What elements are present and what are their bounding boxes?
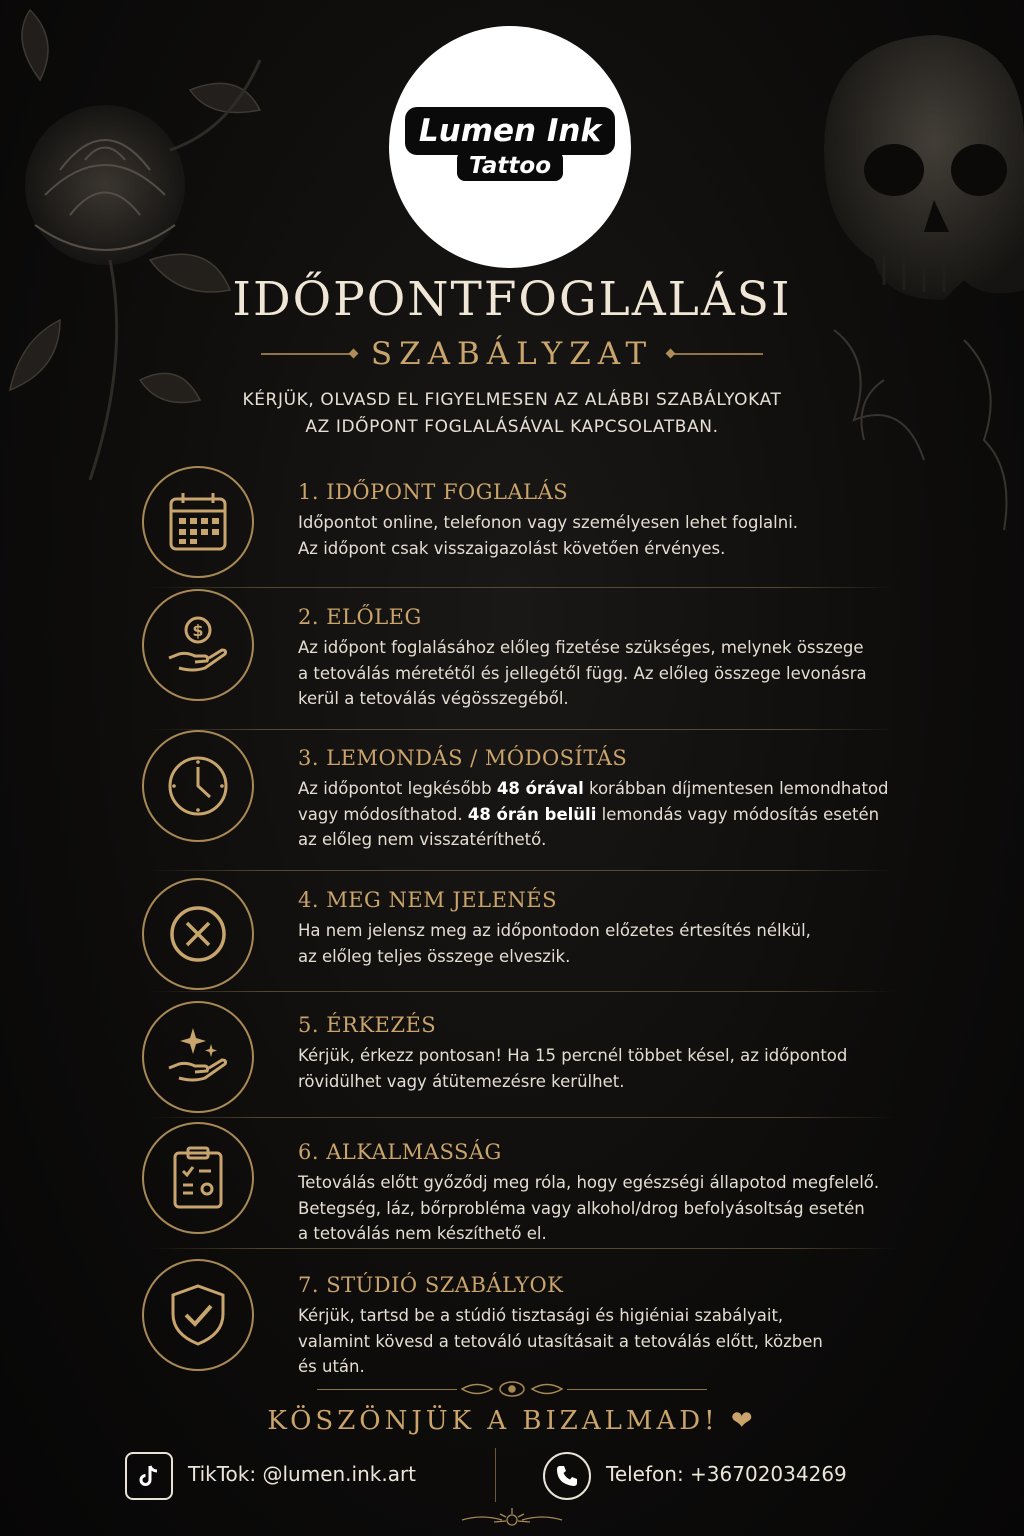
rule-line: [298, 510, 918, 536]
emphasis-text: 48 órán belüli: [467, 804, 597, 824]
phone-icon[interactable]: [543, 1452, 591, 1500]
rule-line: [298, 1221, 918, 1247]
rule-title: 6. ALKALMASSÁG: [298, 1140, 502, 1164]
footer-ornament: [0, 1378, 1024, 1400]
calendar-icon: [142, 466, 254, 578]
rule-line: [298, 918, 918, 944]
rule-text-segment: és után.: [298, 1357, 365, 1376]
rule-line: [298, 635, 918, 661]
footer-ornament-line-right: [567, 1389, 707, 1390]
rule-divider: [150, 729, 895, 730]
clipboard-icon: [142, 1122, 254, 1234]
thanks-label: KÖSZÖNJÜK A BIZALMAD!: [267, 1406, 719, 1436]
page-subtitle: SZABÁLYZAT: [370, 336, 654, 372]
rule-text: [298, 1013, 918, 1094]
rule-title: 3. LEMONDÁS / MÓDOSÍTÁS: [298, 746, 628, 770]
rule-line: [298, 776, 918, 802]
rule-title: 7. STÚDIÓ SZABÁLYOK: [298, 1273, 564, 1297]
scroll-ornament-icon: [457, 1378, 567, 1400]
rule-text-segment: a tetoválás méretétől és jellegétől függ. Az előleg összege levonásra: [298, 663, 867, 683]
heart-icon: ❤: [730, 1406, 757, 1436]
rule-text-segment: Kérjük, érkezz pontosan! Ha 15 percnél többet késel, az időpontod: [298, 1046, 848, 1065]
rule-description: [298, 918, 918, 969]
peony-flower-decoration: [0, 0, 300, 520]
rule-description: [298, 1043, 918, 1094]
rule-line: [298, 661, 918, 687]
intro-text: [0, 387, 1024, 441]
rule-text-segment: az előleg teljes összege elveszik.: [298, 946, 571, 966]
x-circle-icon: [142, 878, 254, 990]
rule-text-segment: az előleg nem visszatéríthető.: [298, 830, 547, 849]
rule-text: [298, 605, 918, 712]
rule-text-segment: Az időpont foglalásához előleg fizetése szükséges, melynek összege: [298, 638, 864, 657]
contact-divider: [495, 1448, 496, 1502]
rule-text-segment: valamint kövesd a tetováló utasításait a tetoválás előtt, közben: [298, 1331, 823, 1351]
rule-line: [298, 1354, 918, 1380]
rule-title: 5. ÉRKEZÉS: [298, 1013, 437, 1037]
rule-text: [298, 1273, 918, 1380]
shield-check-icon: [142, 1259, 254, 1371]
rule-text: [298, 746, 918, 853]
phone-number[interactable]: Telefon: +36702034269: [606, 1462, 847, 1486]
rule-text-segment: Az időpontot legkésőbb: [298, 779, 497, 798]
rule-line: [298, 1170, 918, 1196]
rule-text-segment: Időpontot online, telefonon vagy személyesen lehet foglalni.: [298, 513, 799, 532]
rule-text-segment: Ha nem jelensz meg az időpontodon előzetes értesítés nélkül,: [298, 921, 811, 940]
rule-line: [298, 944, 918, 970]
rule-line: [298, 827, 918, 853]
footer-ornament-line-left: [317, 1389, 457, 1390]
intro-line-2: AZ IDŐPONT FOGLALÁSÁVAL KAPCSOLATBAN.: [305, 417, 719, 437]
rule-description: [298, 635, 918, 712]
rule-description: [298, 776, 918, 853]
logo: [389, 26, 631, 268]
intro-line-1: KÉRJÜK, OLVASD EL FIGYELMESEN AZ ALÁBBI SZABÁLYOKAT: [242, 390, 782, 410]
rule-text: [298, 480, 918, 561]
rule-text-segment: a tetoválás nem készíthető el.: [298, 1224, 547, 1243]
rule-divider: [150, 1117, 895, 1118]
rule-line: [298, 1303, 918, 1329]
rule-text-segment: korábban díjmentesen lemondhatod: [583, 779, 889, 798]
logo-subtitle: Tattoo: [457, 151, 563, 181]
rule-line: [298, 1329, 918, 1355]
svg-text:$: $: [192, 621, 204, 640]
rule-description: [298, 1303, 918, 1380]
rule-text: [298, 888, 918, 969]
bottom-ornament-icon: [452, 1504, 572, 1532]
hand-sparkle-icon: [142, 1001, 254, 1113]
rule-line: [298, 1196, 918, 1222]
rule-divider: [150, 991, 895, 992]
rule-text: [298, 1140, 918, 1247]
emphasis-text: 48 órával: [496, 779, 584, 798]
rule-divider: [150, 1248, 895, 1249]
rule-divider: [150, 587, 895, 588]
rule-line: [298, 536, 918, 562]
rule-title: 4. MEG NEM JELENÉS: [298, 888, 557, 912]
rule-title: 2. ELŐLEG: [298, 605, 422, 629]
tiktok-icon[interactable]: [125, 1452, 173, 1500]
subtitle-row: [0, 334, 1024, 374]
clock-icon: [142, 730, 254, 842]
ornament-line-right: [673, 353, 763, 355]
rule-text-segment: rövidülhet vagy átütemezésre kerülhet.: [298, 1071, 625, 1091]
rule-description: [298, 510, 918, 561]
rule-divider: [150, 870, 895, 871]
rule-line: [298, 802, 918, 828]
rule-text-segment: vagy módosíthatod.: [298, 804, 468, 824]
contact-row: [0, 1448, 1024, 1502]
rule-text-segment: lemondás vagy módosítás esetén: [596, 804, 880, 824]
rule-title: 1. IDŐPONT FOGLALÁS: [298, 480, 569, 504]
hand-coin-icon: [142, 589, 254, 701]
tiktok-handle[interactable]: TikTok: @lumen.ink.art: [188, 1462, 417, 1486]
ornament-line-left: [261, 353, 351, 355]
rule-text-segment: kerül a tetoválás végösszegéből.: [298, 689, 569, 708]
rule-line: [298, 686, 918, 712]
logo-wordmark: Lumen Ink: [405, 107, 615, 155]
rule-text-segment: Az időpont csak visszaigazolást követően érvényes.: [298, 538, 726, 558]
page-title: IDŐPONTFOGLALÁSI: [232, 272, 792, 327]
rule-line: [298, 1043, 918, 1069]
rule-text-segment: Kérjük, tartsd be a stúdió tisztasági és higiéniai szabályait,: [298, 1306, 784, 1325]
rule-description: [298, 1170, 918, 1247]
rule-text-segment: Betegség, láz, bőrprobléma vagy alkohol/drog befolyásoltság esetén: [298, 1198, 865, 1218]
rule-line: [298, 1069, 918, 1095]
rule-text-segment: Tetoválás előtt győződj meg róla, hogy egészségi állapotod megfelelő.: [298, 1173, 880, 1192]
thanks-text: [0, 1406, 1024, 1436]
